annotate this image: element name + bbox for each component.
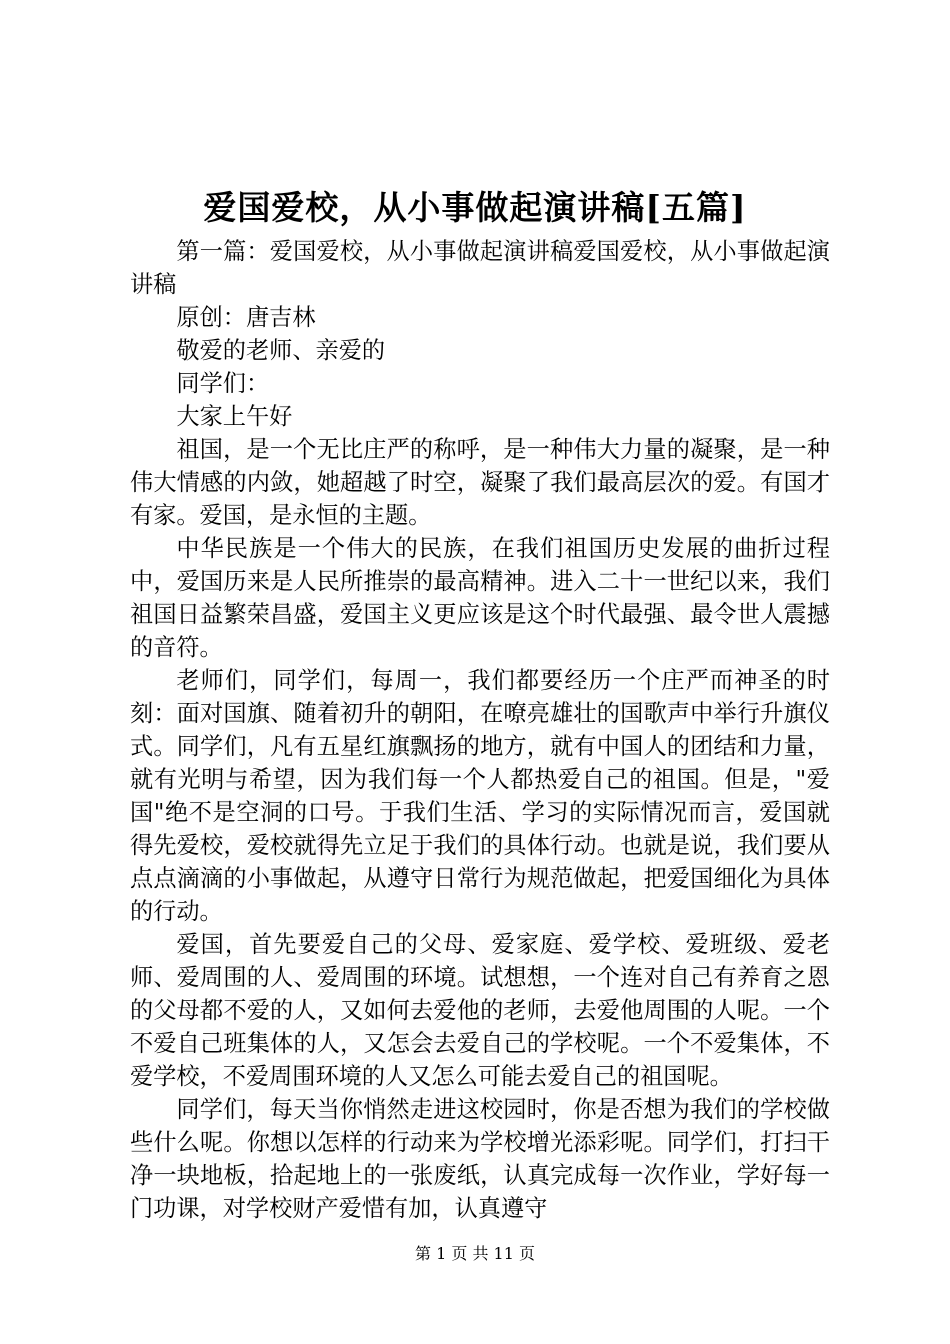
paragraph: 同学们： (176, 370, 270, 397)
paragraph: 第一篇：爱国爱校，从小事做起演讲稿爱国爱校，从小事做起演讲稿 (130, 238, 830, 298)
paragraph: 敬爱的老师、亲爱的 (176, 337, 386, 364)
paragraph: 同学们，每天当你悄然走进这校园时，你是否想为我们的学校做些什么呢。你想以怎样的行动来为学校增光添彩呢。同学们，打扫干净一块地板，拾起地上的一张废纸，认真完成每一次作业，学好每一门功课，对学校财产爱惜有加，认真遵守 (130, 1096, 830, 1222)
page-footer: 第 1 页 共 11 页 (415, 1244, 535, 1263)
document-body (130, 235, 830, 1225)
paragraph: 大家上午好 (176, 403, 293, 430)
paragraph: 爱国，首先要爱自己的父母、爱家庭、爱学校、爱班级、爱老师、爱周围的人、爱周围的环境。试想想，一个连对自己有养育之恩的父母都不爱的人，又如何去爱他的老师，去爱他周围的人呢。一个不爱自己班集体的人，又怎会去爱自己的学校呢。一个不爱集体，不爱学校，不爱周围环境的人又怎么可能去爱自己的祖国呢。 (130, 931, 830, 1090)
paragraph: 祖国，是一个无比庄严的称呼，是一种伟大力量的凝聚，是一种伟大情感的内敛，她超越了时空，凝聚了我们最高层次的爱。有国才有家。爱国，是永恒的主题。 (130, 436, 830, 529)
paragraph: 原创：唐吉林 (176, 304, 316, 331)
document-title: 爱国爱校，从小事做起演讲稿[五篇] (203, 188, 747, 227)
paragraph: 中华民族是一个伟大的民族，在我们祖国历史发展的曲折过程中，爱国历来是人民所推崇的最高精神。进入二十一世纪以来，我们祖国日益繁荣昌盛，爱国主义更应该是这个时代最强、最令世人震撼的音符。 (130, 535, 830, 661)
paragraph: 老师们，同学们，每周一，我们都要经历一个庄严而神圣的时刻：面对国旗、随着初升的朝阳，在嘹亮雄壮的国歌声中举行升旗仪式。同学们，凡有五星红旗飘扬的地方，就有中国人的团结和力量，就有光明与希望，因为我们每一个人都热爱自己的祖国。但是，"爱国"绝不是空洞的口号。于我们生活、学习的实际情况而言，爱国就得先爱校，爱校就得先立足于我们的具体行动。也就是说，我们要从点点滴滴的小事做起，从遵守日常行为规范做起，把爱国细化为具体的行动。 (130, 667, 830, 925)
